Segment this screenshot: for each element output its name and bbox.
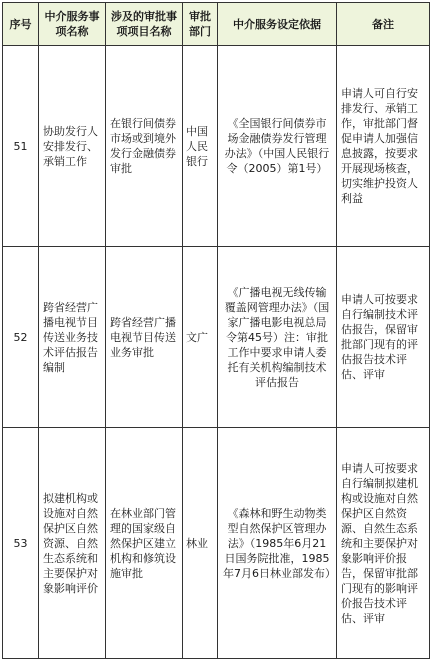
row-serial-number: 53 [3, 428, 39, 659]
row-legal-basis: 《森林和野生动物类型自然保护区管理办法》（1985年6月21日国务院批准，1985年7月6日林业部发布） [218, 428, 337, 659]
header-serial-number: 序号 [3, 3, 39, 46]
row-service-name: 拟建机构或设施对自然保护区自然资源、自然生态系统和主要保护对象影响评价 [39, 428, 106, 659]
row-approval-item: 在银行间债券市场或到境外发行金融债券审批 [106, 46, 183, 247]
row-legal-basis: 《全国银行间债券市场金融债券发行管理办法》（中国人民银行令（2005）第1号） [218, 46, 337, 247]
row-remarks: 申请人可按要求自行编制拟建机构或设施对自然保护区自然资源、自然生态系统和主要保护对象影响评价报告，保留审批部门现有的影响评价报告技术评估、评审 [337, 428, 430, 659]
row-approval-department: 林业 [183, 428, 218, 659]
header-approval-item: 涉及的审批事项项目名称 [106, 3, 183, 46]
table-row [3, 46, 430, 247]
row-remarks: 申请人可按要求自行编制技术评估报告，保留审批部门现有的评估报告技术评估、评审 [337, 247, 430, 428]
table-row [3, 428, 430, 659]
row-service-name: 跨省经营广播电视节目传送业务技术评估报告编制 [39, 247, 106, 428]
header-service-name: 中介服务事项名称 [39, 3, 106, 46]
row-serial-number: 52 [3, 247, 39, 428]
row-approval-item: 跨省经营广播电视节目传送业务审批 [106, 247, 183, 428]
row-approval-item: 在林业部门管理的国家级自然保护区建立机构和修筑设施审批 [106, 428, 183, 659]
row-remarks: 申请人可自行安排发行、承销工作，审批部门督促申请人加强信息披露，按要求开展现场核查，切实维护投资人利益 [337, 46, 430, 247]
table-header-row [3, 3, 430, 46]
table-row [3, 247, 430, 428]
header-remarks: 备注 [337, 3, 430, 46]
header-legal-basis: 中介服务设定依据 [218, 3, 337, 46]
row-serial-number: 51 [3, 46, 39, 247]
header-approval-department: 审批部门 [183, 3, 218, 46]
row-approval-department: 中国人民银行 [183, 46, 218, 247]
row-approval-department: 文广 [183, 247, 218, 428]
row-legal-basis: 《广播电视无线传输覆盖网管理办法》（国家广播电影电视总局令第45号）注：审批工作中要求申请人委托有关机构编制技术评估报告 [218, 247, 337, 428]
row-service-name: 协助发行人安排发行、承销工作 [39, 46, 106, 247]
intermediary-services-table [2, 2, 430, 659]
